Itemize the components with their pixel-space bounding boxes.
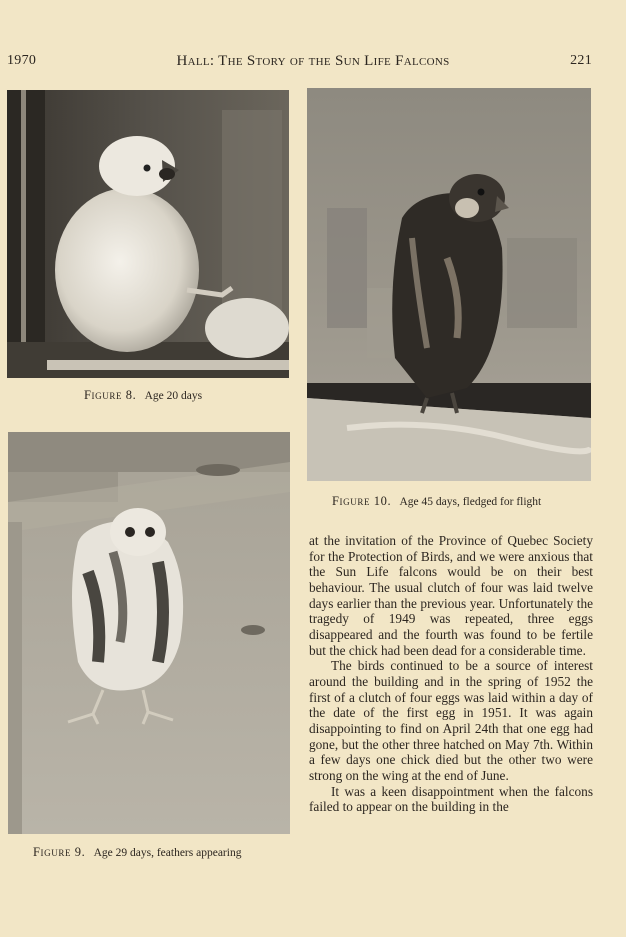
running-header-year: 1970 [7,53,37,68]
figure-8-label: Figure 8. [84,388,137,402]
figure-9-photo [8,432,290,834]
figure-10-label: Figure 10. [332,494,392,508]
page-number: 221 [570,53,592,68]
paragraph: It was a keen disappointment when the falcons failed to appear on the building in the [309,783,593,815]
paragraph: at the invitation of the Province of Quebec Society for the Protection of Birds, and we were anxious that the Sun Life falcons would be on their best behaviour. The usual clutch of four was laid twelve days earlier than the previous year. Unfortunately the tragedy of 1949 was repeated, three eggs disappeared and the fourth was found to be fertile but the chick had been dead for a considerable time. [309,533,593,658]
figure-9-caption [33,845,241,860]
figure-8-photo [7,90,289,378]
figure-8-caption [84,388,202,403]
figure-9-label: Figure 9. [33,845,86,859]
figure-10-photo [307,88,591,481]
figure-8-caption-text: Age 20 days [144,390,203,402]
paragraph: The birds continued to be a source of interest around the building and in the spring of 1952 the first of a clutch of four eggs was laid within a day of the date of the first egg in 1951. It was again disappointing to find on April 24th that one egg had gone, but the other three hatched on May 7th. Within a few days one chick died but the other two were strong on the wing at the end of June. [309,658,593,783]
body-text-column [309,533,593,815]
figure-9-caption-text: Age 29 days, feathers appearing [93,847,242,859]
figure-10-caption-text: Age 45 days, fledged for flight [399,496,542,508]
running-header-title: Hall: The Story of the Sun Life Falcons [176,53,450,69]
figure-10-caption [332,494,541,509]
